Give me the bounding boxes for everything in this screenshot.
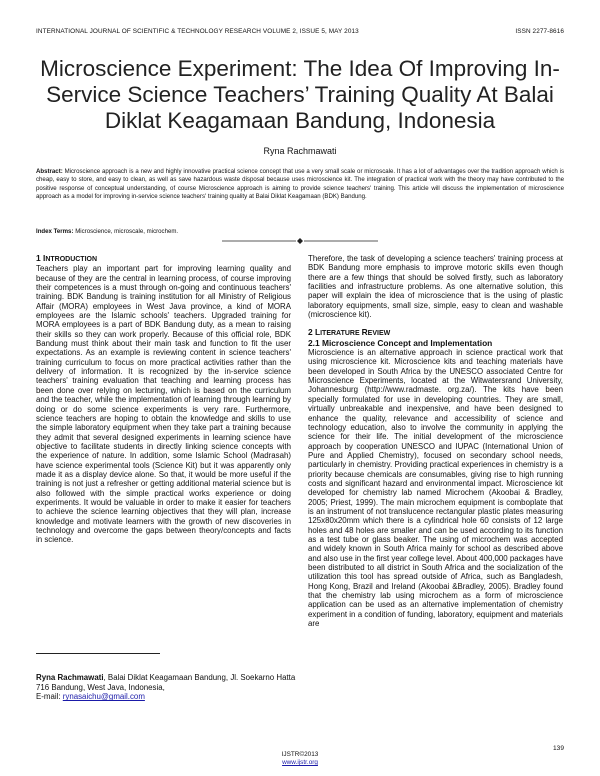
ornament-divider [222, 236, 378, 246]
section-1-heading: 1 INTRODUCTION [36, 253, 98, 263]
section-2-heading: 2 LITERATURE REVIEW [308, 327, 391, 338]
author-footnote [36, 673, 296, 702]
email-label: E-mail: [36, 692, 61, 702]
section-1-body: Teachers play an important part for improving learning quality and because of they are the central in learning process, of course improving their competences is a must through on-going and continuous teachers' training. BDK Bandung is training institution for all Ministry of Religious Affair (MORA) employees in West Java province, a kind of MORA employees are the Islamic schools' teachers. Upgraded training for MORA employees is a part of BDK Bandung duty, as a mean to raising their skills so they can work properly. Because of this official role, BDK Bandung must think about their main task and function to fit the user expectations. As an example is reviewing content in science teachers' training curriculum to focus on more practical activities rather than the delivery of information. It is recognized by the in-service science teachers' training evaluation that teaching and learning process has been done over relying on lecturing, which is based on the curriculum and the teacher, while the implementation of learning through learning by doing or do some science experiments is very rare. Furthermore, science teachers are hoping to obtain the knowledge and skills to use the simple laboratory equipment when they take part a training because they admit that several designed experiments in learning science have objective to facilitate students in directly linking science concepts with the experience of nature. In addition, some Islamic School (Madrasah) have science experimental tools (Science Kit) but it was apparently only made it as a display device alone. So that, it would be more useful if the training is not just a refresher or getting additional material science but is also followed with the simple practical works experience or doing experiments. It would be valuable in order to make it easier for teachers to achieve the science learning objectives that they will plan, increase knowledge and motivate learners with the growth of new discoveries in technology and overcome the gaps between theory/concepts and facts in science. [36, 264, 291, 545]
section-2-body: Microscience is an alternative approach in science practical work that using microscience kit. Microscience kits and teaching materials have been developed in South Africa by the UNESCO associated Centre for Microscience Experiments, located at the Witwatersrand University, Johannesburg (http://www.radmaste. org.za/). The kits have been specially formulated for use in developing countries. They are small, virtually unbreakable and inexpensive, and have been designed to enhance the quality, relevance and accessibility of science and technology education, also to involve the community in applying the science for their life. The initial development of the microscience approach by cooperation UNESCO and IUPAC (International Union of Pure and Applied Chemistry), focused on secondary school needs, particularly in chemistry. Providing practical experiences in chemistry is a priority because chemicals are consumables, giving rise to high running costs and significant hazard and environmental impact. Microscience kit developed for chemistry lab named Microchem (Akoobai & Bradley, 2005; Priest, 1999). The main microchem equipment is comboplate that is an instrument of not translucence rectangular plastic plates measuring 125x80x20mm which there is a cylindrical hole 60 consists of 12 large holes and 48 holes are smaller and can be used according to its function as a test tube or glass beaker. The using of microchem was accepted and widely known in South Africa mainly for school as described above and also use in the first year college level. About 400,000 packages have been distributed to all district in South Africa and the socialization of the utilization this tool has spread outside of Africa, such as Bangladesh, Hong Kong, Brazil and Ireland (Akoobai &Bradley, 2005). Bradley found that the chemistry lab using microchem as a form of microscience application can be used as an alternative implementation of chemistry experiment in a condition of funding, laboratory, equipment and materials are [308, 348, 563, 629]
index-terms-label: Index Terms: [36, 228, 74, 235]
footnote-address: , Balai Diklat Keagamaan Bandung, Jl. Soekarno Hatta 716 Bandung, West Java, Indonesia, [36, 673, 296, 692]
page-number: 139 [552, 745, 564, 752]
paper-title: Microscience Experiment: The Idea Of Improving In-Service Science Teachers’ Training Quality At Balai Diklat Keagamaan Bandung, Indonesia [40, 56, 560, 133]
journal-header: INTERNATIONAL JOURNAL OF SCIENTIFIC & TECHNOLOGY RESEARCH VOLUME 2, ISSUE 5, MAY 2013 [36, 28, 359, 35]
left-column [36, 254, 291, 545]
index-terms [36, 228, 564, 235]
footnote-rule [36, 653, 160, 654]
page-footer [0, 751, 600, 767]
subsection-2-1-heading: 2.1 Microscience Concept and Implementation [308, 337, 493, 348]
footer-code: IJSTR©2013 [281, 751, 319, 758]
footer-site-link[interactable]: www.ijstr.org [282, 759, 318, 767]
running-header [36, 28, 564, 38]
abstract-label: Abstract: [36, 168, 63, 175]
author-name: Ryna Rachmawati [263, 146, 337, 156]
index-terms-text: Microscience, microscale, microchem. [75, 228, 179, 235]
email-link[interactable]: rynasaichu@gmail.com [62, 692, 145, 702]
right-intro-paragraph: Therefore, the task of developing a science teachers' training process at BDK Bandung more emphasis to improve motoric skills even though there are a few things that should be solved firstly, such as laboratory facilities and infrastructure problems. As one alternative solution, this paper will explain the idea of microscience that is the using of plastic laboratory equipments, small size, simple, easy to clean and washable (microscience kit). [308, 254, 563, 320]
abstract [36, 168, 564, 202]
right-column [308, 254, 563, 628]
issn-header: ISSN 2277-8616 [515, 28, 564, 35]
abstract-text: Microscience approach is a new and highly innovative practical science concept that use a very small scale or microscale. It has a lot of advantages over the tradition approach which is cheap, easy to store, and easy to clean, as well as save hazardous waste disposal because uses microscience kit. The integration of practical work with the theory may have contributed to the positive response of conceptual understanding, of course Microscience approach is aiming to provide science teachers' training. This article will discuss the implementation of microscience approach as a model for improving in-service science teachers' training quality at Balai Diklat Keagamaan (BDK) Bandung. [36, 168, 564, 201]
footnote-name: Ryna Rachmawati [36, 673, 104, 682]
